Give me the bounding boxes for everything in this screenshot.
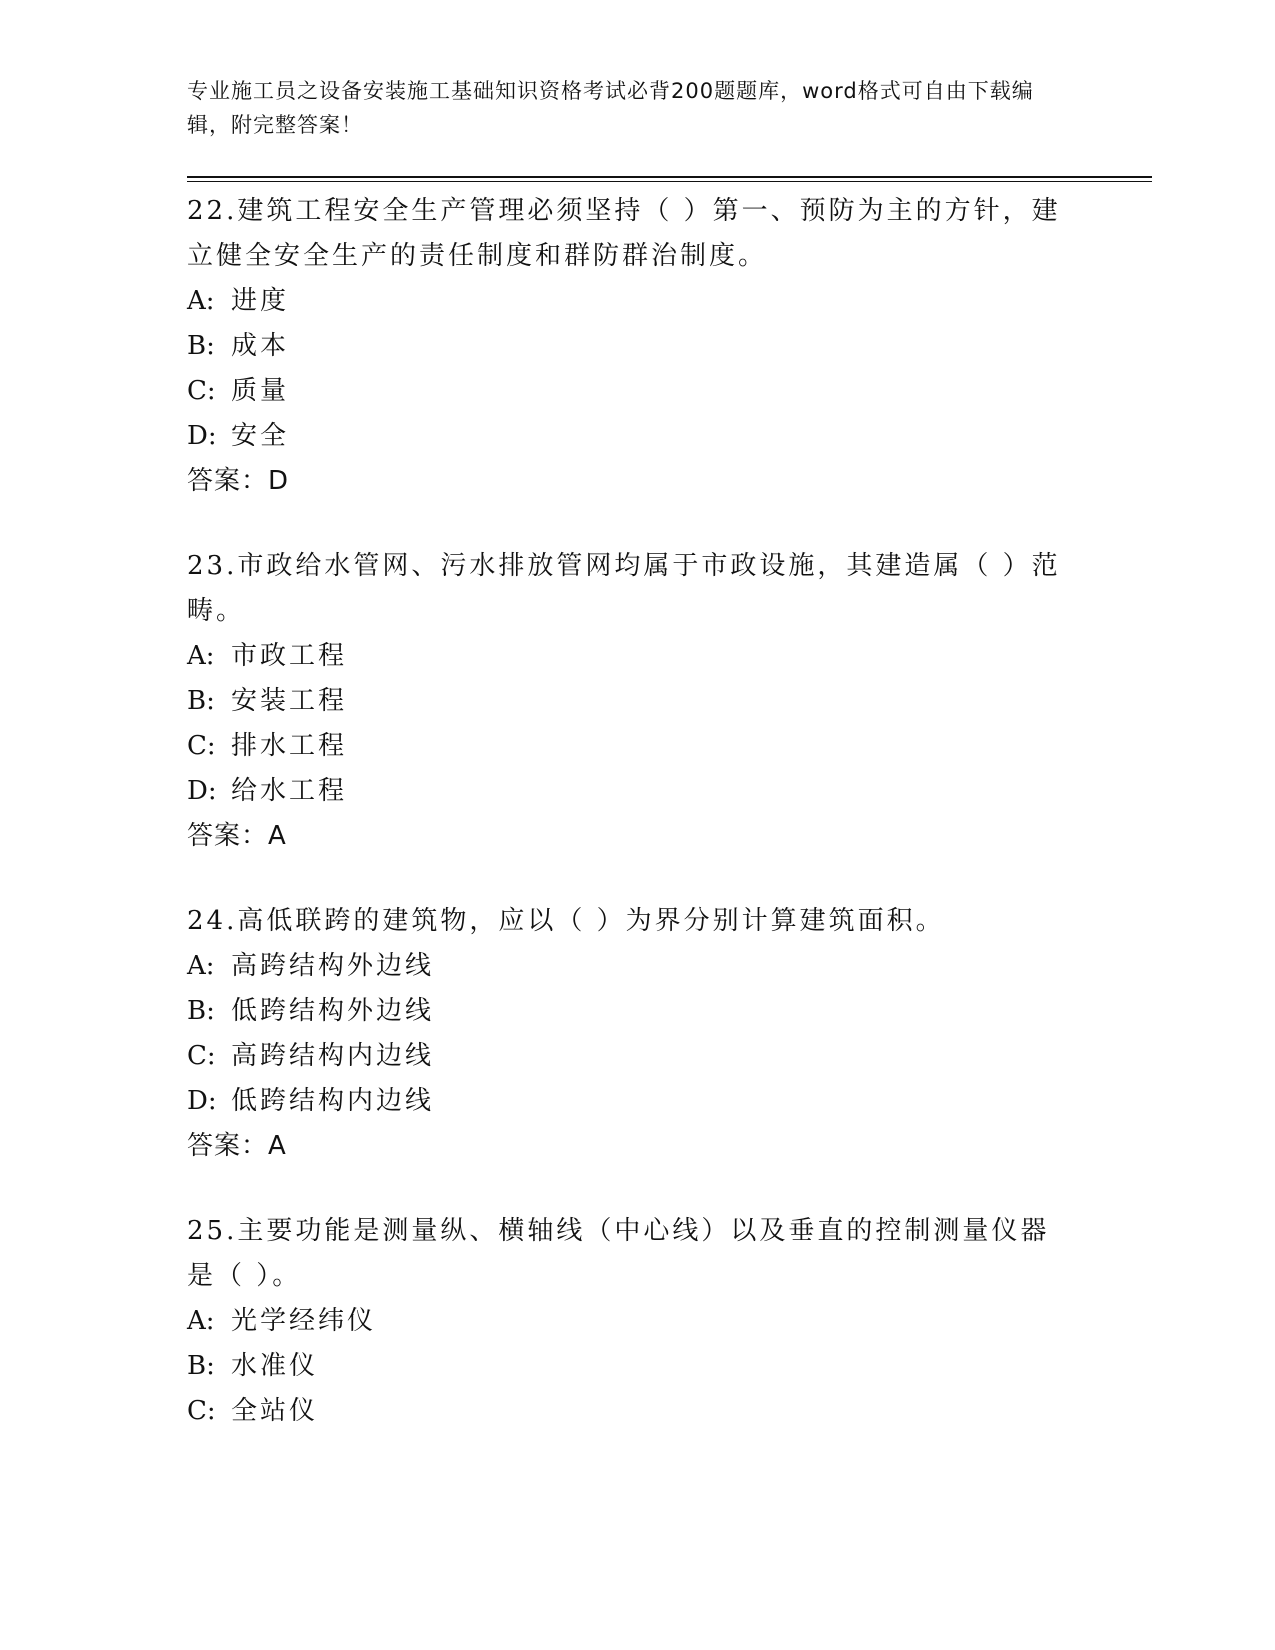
option-a <box>187 944 1067 989</box>
option-a <box>187 279 1067 324</box>
question-22 <box>187 189 1067 504</box>
question-stem: 23.市政给水管网、污水排放管网均属于市政设施，其建造属（ ）范畴。 <box>187 551 1061 626</box>
document-header: 专业施工员之设备安装施工基础知识资格考试必背200题题库，word格式可自由下载编辑，附完整答案！ <box>187 79 1034 137</box>
option-key: B: <box>187 331 215 361</box>
option-key: C: <box>187 376 216 406</box>
option-text: 市政工程 <box>231 641 348 671</box>
option-d <box>187 414 1067 459</box>
option-b <box>187 989 1067 1034</box>
answer-line: 答案：D <box>187 466 290 496</box>
option-key: B: <box>187 1351 215 1381</box>
option-c <box>187 1034 1067 1079</box>
option-d <box>187 769 1067 814</box>
option-c <box>187 369 1067 414</box>
option-key: A: <box>187 1306 215 1336</box>
option-text: 水准仪 <box>231 1351 319 1381</box>
option-text: 高跨结构外边线 <box>231 951 435 981</box>
option-a <box>187 1299 1067 1344</box>
option-key: C: <box>187 731 216 761</box>
option-text: 进度 <box>231 286 290 316</box>
option-text: 低跨结构外边线 <box>231 996 435 1026</box>
option-key: A: <box>187 286 215 316</box>
question-stem: 22.建筑工程安全生产管理必须坚持（ ）第一、预防为主的方针，建立健全安全生产的责任制度和群防群治制度。 <box>187 196 1061 271</box>
option-key: B: <box>187 996 215 1026</box>
option-key: D: <box>187 776 217 806</box>
header-rule-thick <box>187 176 1152 178</box>
option-key: C: <box>187 1041 216 1071</box>
option-text: 低跨结构内边线 <box>231 1086 435 1116</box>
option-c <box>187 1389 1067 1434</box>
option-text: 成本 <box>231 331 290 361</box>
option-d <box>187 1079 1067 1124</box>
option-text: 高跨结构内边线 <box>231 1041 435 1071</box>
option-b <box>187 679 1067 724</box>
option-text: 给水工程 <box>231 776 348 806</box>
question-23 <box>187 544 1067 859</box>
option-key: B: <box>187 686 215 716</box>
option-text: 全站仪 <box>231 1396 319 1426</box>
option-a <box>187 634 1067 679</box>
question-25 <box>187 1209 1067 1434</box>
option-key: A: <box>187 951 215 981</box>
option-text: 安全 <box>231 421 290 451</box>
option-c <box>187 724 1067 769</box>
question-stem: 24.高低联跨的建筑物，应以（ ）为界分别计算建筑面积。 <box>187 906 945 936</box>
question-24 <box>187 899 1067 1169</box>
question-stem: 25.主要功能是测量纵、横轴线（中心线）以及垂直的控制测量仪器是（ ）。 <box>187 1216 1050 1291</box>
option-key: C: <box>187 1396 216 1426</box>
option-key: D: <box>187 1086 217 1116</box>
option-key: D: <box>187 421 217 451</box>
option-text: 光学经纬仪 <box>231 1306 377 1336</box>
header-rule-thin <box>187 181 1152 182</box>
answer-line: 答案：A <box>187 1131 287 1161</box>
option-key: A: <box>187 641 215 671</box>
option-text: 安装工程 <box>231 686 348 716</box>
question-list <box>187 189 1067 1474</box>
option-text: 质量 <box>231 376 290 406</box>
option-b <box>187 324 1067 369</box>
answer-line: 答案：A <box>187 821 287 851</box>
option-text: 排水工程 <box>231 731 348 761</box>
option-b <box>187 1344 1067 1389</box>
